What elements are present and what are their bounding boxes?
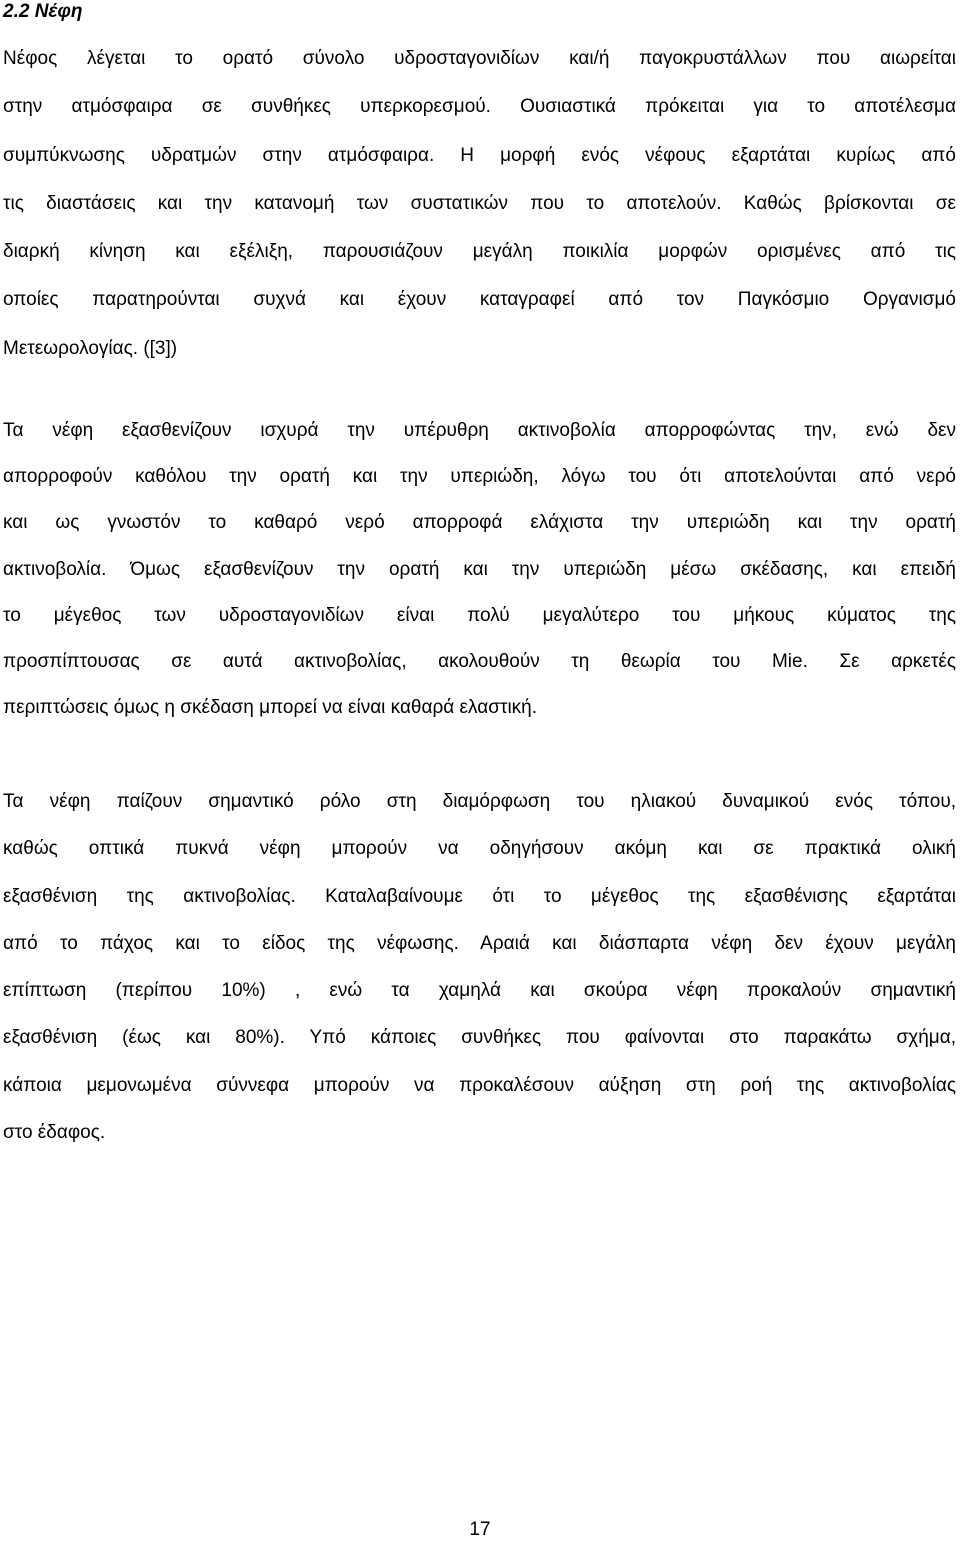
- paragraph-cloud-absorption: [3, 412, 956, 735]
- paragraph-line: εξασθένιση (έως και 80%). Υπό κάποιες συνθήκες που φαίνονται στο παρακάτω σχήμα,: [3, 1027, 956, 1049]
- paragraph-line: τις διαστάσεις και την κατανομή των συστατικών που το αποτελούν. Καθώς βρίσκονται σε: [3, 192, 956, 214]
- paragraph-line: στην ατμόσφαιρα σε συνθήκες υπερκορεσμού. Ουσιαστικά πρόκειται για το αποτέλεσμα: [3, 96, 956, 118]
- paragraph-line: εξασθένιση της ακτινοβολίας. Καταλαβαίνουμε ότι το μέγεθος της εξασθένισης εξαρτάται: [3, 885, 956, 907]
- paragraph-cloud-solar-role: [3, 783, 956, 1161]
- paragraph-line: επίπτωση (περίπου 10%) , ενώ τα χαμηλά και σκούρα νέφη προκαλούν σημαντική: [3, 980, 956, 1002]
- paragraph-line: Μετεωρολογίας. ([3]): [3, 337, 178, 359]
- paragraph-line: Τα νέφη εξασθενίζουν ισχυρά την υπέρυθρη ακτινοβολία απορροφώντας την, ενώ δεν: [3, 420, 956, 441]
- paragraph-line: προσπίπτουσας σε αυτά ακτινοβολίας, ακολουθούν τη θεωρία του Mie. Σε αρκετές: [3, 650, 956, 672]
- paragraph-cloud-definition: [3, 40, 956, 378]
- paragraph-line: καθώς οπτικά πυκνά νέφη μπορούν να οδηγήσουν ακόμη και σε πρακτικά ολική: [3, 838, 956, 860]
- paragraph-line: ακτινοβολία. Όμως εξασθενίζουν την ορατή και την υπεριώδη μέσω σκέδασης, και επειδή: [3, 558, 956, 580]
- paragraph-line: στο έδαφος.: [3, 1122, 106, 1144]
- paragraph-line: Τα νέφη παίζουν σημαντικό ρόλο στη διαμόρφωση του ηλιακού δυναμικού ενός τόπου,: [3, 791, 956, 812]
- paragraph-line: κάποια μεμονωμένα σύννεφα μπορούν να προκαλέσουν αύξηση στη ροή της ακτινοβολίας: [3, 1074, 956, 1096]
- paragraph-line: το μέγεθος των υδροσταγονιδίων είναι πολύ μεγαλύτερο του μήκους κύματος της: [3, 604, 956, 626]
- paragraph-line: περιπτώσεις όμως η σκέδαση μπορεί να είναι καθαρά ελαστική.: [3, 697, 538, 719]
- paragraph-line: απορροφούν καθόλου την ορατή και την υπεριώδη, λόγω του ότι αποτελούνται από νερό: [3, 466, 956, 488]
- section-heading: 2.2 Νέφη: [3, 1, 83, 22]
- page-number: 17: [469, 1519, 491, 1540]
- paragraph-line: από το πάχος και το είδος της νέφωσης. Αραιά και διάσπαρτα νέφη δεν έχουν μεγάλη: [3, 932, 956, 954]
- paragraph-line: συμπύκνωσης υδρατμών στην ατμόσφαιρα. Η μορφή ενός νέφους εξαρτάται κυρίως από: [3, 144, 956, 166]
- paragraph-line: και ως γνωστόν το καθαρό νερό απορροφά ελάχιστα την υπεριώδη και την ορατή: [3, 512, 956, 534]
- paragraph-line: οποίες παρατηρούνται συχνά και έχουν καταγραφεί από τον Παγκόσμιο Οργανισμό: [3, 289, 956, 311]
- paragraph-line: Νέφος λέγεται το ορατό σύνολο υδροσταγονιδίων και/ή παγοκρυστάλλων που αιωρείται: [3, 48, 956, 69]
- paragraph-line: διαρκή κίνηση και εξέλιξη, παρουσιάζουν μεγάλη ποικιλία μορφών ορισμένες από τις: [3, 241, 956, 263]
